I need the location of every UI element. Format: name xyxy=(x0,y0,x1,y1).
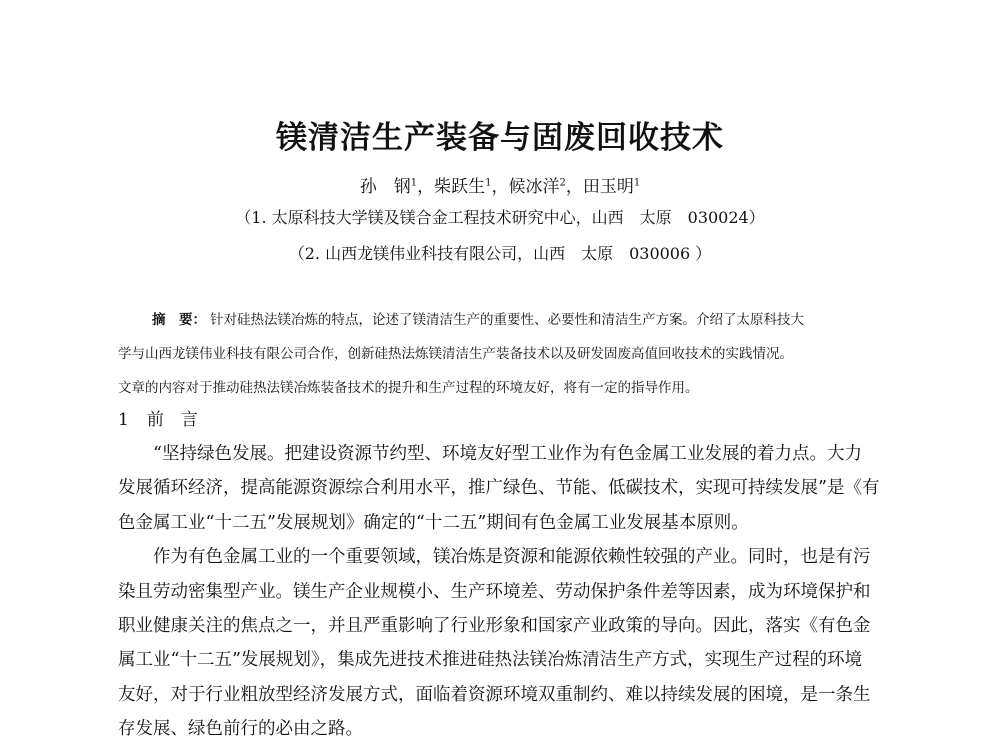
affiliation-2: （2. 山西龙镁伟业科技有限公司，山西 太原 030006 ） xyxy=(288,244,712,263)
abstract-line: 文章的内容对于推动硅热法镁冶炼装备技术的提升和生产过程的环境友好，将有一定的指导作用。 xyxy=(118,380,699,396)
section-number: 1 xyxy=(118,410,129,430)
author-list xyxy=(0,172,1000,197)
author-name: 孙 钢 xyxy=(359,177,411,197)
paragraph-line: 属工业“十二五”发展规划》，集成先进技术推进硅热法镁冶炼清洁生产方式，实现生产过程的环境 xyxy=(118,650,863,671)
author-name: 候冰洋 xyxy=(508,177,560,197)
paragraph-line: 染且劳动密集型产业。镁生产企业规模小、生产环境差、劳动保护条件差等因素，成为环境保护和 xyxy=(118,581,871,602)
author-name: 柴跃生 xyxy=(434,177,486,197)
paragraph-line: 职业健康关注的焦点之一，并且严重影响了行业形象和国家产业政策的导向。因此，落实《有色金 xyxy=(118,615,871,636)
affiliation-1: （1. 太原科技大学镁及镁合金工程技术研究中心，山西 太原 030024） xyxy=(235,208,765,227)
section-body xyxy=(118,437,908,747)
paragraph-line: 作为有色金属工业的一个重要领域，镁冶炼是资源和能源依赖性较强的产业。同时，也是有污 xyxy=(153,547,871,568)
author-separator: ， xyxy=(417,177,435,197)
author-affiliation-mark: 1 xyxy=(633,177,641,189)
abstract-line: 学与山西龙镁伟业科技有限公司合作，创新硅热法炼镁清洁生产装备技术以及研发固废高值回收技术的实践情况。 xyxy=(118,346,793,362)
paragraph-line: 存发展、绿色前行的必由之路。 xyxy=(118,719,363,740)
author-separator: ， xyxy=(491,177,509,197)
author-name: 田玉明 xyxy=(582,177,634,197)
author-affiliation-mark: 1 xyxy=(410,177,418,189)
section-title: 前 言 xyxy=(146,410,198,430)
paragraph-line: 发展循环经济，提高能源资源综合利用水平，推广绿色、节能、低碳技术，实现可持续发展”是《有 xyxy=(118,478,880,499)
paragraph-line: 友好，对于行业粗放型经济发展方式，面临着资源环境双重制约、难以持续发展的困境，是一条生 xyxy=(118,684,871,705)
abstract-text: 针对硅热法镁冶炼的特点，论述了镁清洁生产的重要性、必要性和清洁生产方案。介绍了太原科技大 xyxy=(210,312,804,328)
paper-title: 镁清洁生产装备与固废回收技术 xyxy=(276,120,724,156)
author-affiliation-mark: 1 xyxy=(485,177,492,189)
author-affiliation-mark: 2 xyxy=(559,177,566,189)
paragraph-line: “坚持绿色发展。把建设资源节约型、环境友好型工业作为有色金属工业发展的着力点。大力 xyxy=(153,444,862,464)
abstract xyxy=(118,303,908,405)
paragraph-line: 色金属工业“十二五”发展规划》确定的“十二五”期间有色金属工业发展基本原则。 xyxy=(118,512,749,533)
abstract-line xyxy=(118,303,908,337)
abstract-label: 摘 要： xyxy=(152,312,206,328)
author-separator: ， xyxy=(565,177,583,197)
section-heading xyxy=(118,405,198,430)
